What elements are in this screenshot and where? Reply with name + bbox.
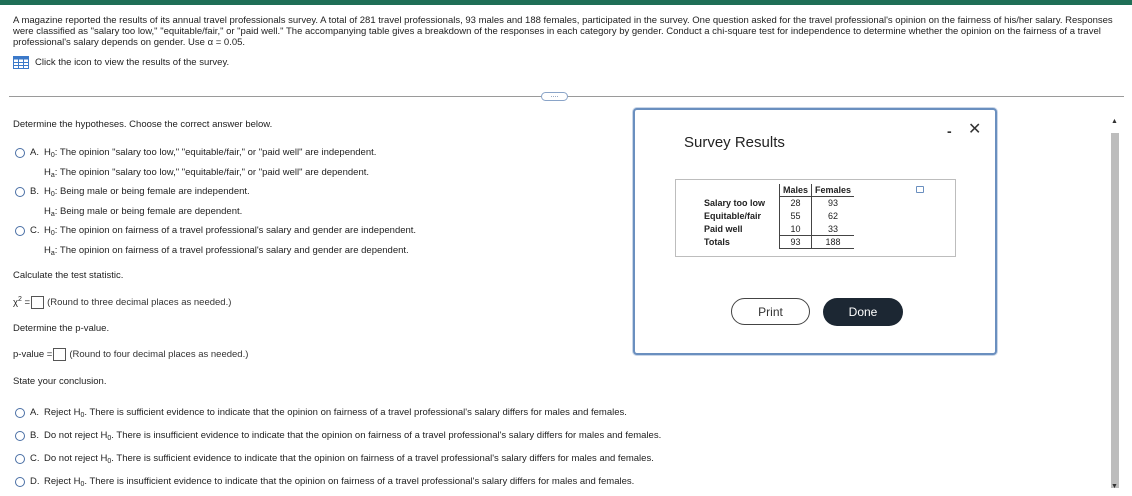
conclusion-option-c[interactable] bbox=[15, 453, 654, 465]
subscript: 0 bbox=[50, 230, 55, 237]
table-row bbox=[701, 210, 854, 223]
problem-statement: A magazine reported the results of its annual travel professionals survey. A total of 281 travel professionals, 93 males and 188 females, participated in the survey. One question asked for the travel professional's opinion on the fairness of his/her salary. Responses were classified as "salary too low," "equitable/fair," or "paid well." The accompanying table gives a breakdown of the responses in each category by gender. Conduct a chi-square test for independence to determine whether the opinion on the fairness of a travel professional's salary depends on gender. Use α = 0.05. bbox=[13, 15, 1113, 48]
row-label: Equitable/fair bbox=[704, 211, 762, 221]
h-symbol: H bbox=[44, 147, 51, 158]
subscript: 0 bbox=[107, 435, 112, 442]
rounding-hint: (Round to four decimal places as needed.) bbox=[69, 349, 249, 361]
chi-square-input[interactable] bbox=[31, 296, 44, 309]
radio-button[interactable] bbox=[15, 148, 25, 158]
pvalue-input[interactable] bbox=[53, 348, 66, 361]
null-hypothesis: : The opinion on fairness of a travel professional's salary and gender are independent. bbox=[54, 225, 417, 236]
chi-symbol: χ bbox=[13, 297, 18, 309]
table-row-totals bbox=[701, 236, 854, 249]
table-row bbox=[701, 223, 854, 236]
chevron-down-icon[interactable]: ▼ bbox=[1111, 483, 1118, 490]
decision-text: Do not reject H bbox=[44, 430, 108, 441]
h-symbol: H bbox=[44, 186, 51, 197]
subscript: 0 bbox=[80, 481, 85, 488]
decision-text: Do not reject H bbox=[44, 453, 108, 464]
alt-hypothesis: : The opinion on fairness of a travel professional's salary and gender are dependent. bbox=[54, 245, 409, 256]
option-letter: A. bbox=[30, 147, 39, 158]
conclusion-prompt: State your conclusion. bbox=[13, 376, 107, 387]
table-corner bbox=[701, 184, 780, 197]
option-letter: A. bbox=[30, 407, 39, 418]
radio-button[interactable] bbox=[15, 431, 25, 441]
row-label: Paid well bbox=[704, 224, 743, 234]
cell-females: 93 bbox=[812, 197, 855, 210]
decision-text: Reject H bbox=[44, 407, 81, 418]
hypotheses-prompt: Determine the hypotheses. Choose the correct answer below. bbox=[13, 119, 273, 130]
survey-table-frame bbox=[675, 179, 956, 257]
copy-icon[interactable] bbox=[916, 186, 924, 193]
statistic-prompt: Calculate the test statistic. bbox=[13, 270, 124, 281]
subscript: a bbox=[50, 172, 55, 179]
table-row bbox=[701, 197, 854, 210]
survey-results-dialog bbox=[633, 108, 997, 355]
dialog-title: Survey Results bbox=[684, 134, 785, 151]
vertical-scrollbar[interactable] bbox=[1110, 115, 1120, 496]
cell-males: 55 bbox=[780, 210, 812, 223]
survey-link-label[interactable]: Click the icon to view the results of the survey. bbox=[35, 57, 230, 68]
print-button[interactable]: Print bbox=[731, 298, 810, 325]
null-hypothesis: : The opinion "salary too low," "equitable/fair," or "paid well" are independent. bbox=[54, 147, 377, 158]
option-letter: B. bbox=[30, 430, 39, 441]
subscript: a bbox=[50, 250, 55, 257]
hypothesis-option-b[interactable] bbox=[15, 186, 250, 223]
h-symbol: H bbox=[44, 167, 51, 178]
conclusion-text: . There is insufficient evidence to indicate that the opinion on fairness of a travel professional's salary differs for males and females. bbox=[84, 476, 635, 487]
radio-button[interactable] bbox=[15, 187, 25, 197]
cell-females: 188 bbox=[812, 236, 855, 249]
superscript: 2 bbox=[18, 296, 22, 303]
option-letter: B. bbox=[30, 186, 39, 197]
alt-hypothesis: : The opinion "salary too low," "equitable/fair," or "paid well" are dependent. bbox=[54, 167, 370, 178]
table-grid-icon[interactable] bbox=[13, 56, 29, 69]
radio-button[interactable] bbox=[15, 454, 25, 464]
pvalue-prompt: Determine the p-value. bbox=[13, 323, 110, 334]
null-hypothesis: : Being male or being female are independent. bbox=[54, 186, 250, 197]
alt-hypothesis: : Being male or being female are dependent. bbox=[54, 206, 243, 217]
cell-males: 10 bbox=[780, 223, 812, 236]
conclusion-option-d[interactable] bbox=[15, 476, 634, 488]
survey-results-link[interactable] bbox=[13, 56, 229, 69]
radio-button[interactable] bbox=[15, 477, 25, 487]
radio-button[interactable] bbox=[15, 226, 25, 236]
cell-males: 93 bbox=[780, 236, 812, 249]
row-label: Salary too low bbox=[704, 198, 766, 208]
cell-females: 62 bbox=[812, 210, 855, 223]
done-button[interactable]: Done bbox=[823, 298, 903, 326]
subscript: 0 bbox=[80, 412, 85, 419]
option-letter: C. bbox=[30, 225, 40, 236]
radio-button[interactable] bbox=[15, 408, 25, 418]
minimize-icon[interactable]: - bbox=[947, 123, 952, 139]
scrollbar-thumb[interactable] bbox=[1111, 133, 1119, 488]
survey-table bbox=[701, 184, 854, 249]
h-symbol: H bbox=[44, 245, 51, 256]
h-symbol: H bbox=[44, 225, 51, 236]
conclusion-text: . There is sufficient evidence to indicate that the opinion on fairness of a travel professional's salary differs for males and females. bbox=[111, 453, 654, 464]
conclusion-option-a[interactable] bbox=[15, 407, 627, 419]
cell-males: 28 bbox=[780, 197, 812, 210]
option-letter: D. bbox=[30, 476, 40, 487]
subscript: 0 bbox=[50, 152, 55, 159]
equals-sign: = bbox=[21, 297, 31, 309]
hypothesis-option-c[interactable] bbox=[15, 225, 416, 262]
conclusion-text: . There is sufficient evidence to indicate that the opinion on fairness of a travel professional's salary differs for males and females. bbox=[84, 407, 627, 418]
row-label: Totals bbox=[704, 237, 730, 247]
expand-more-button[interactable]: .... bbox=[541, 92, 568, 101]
h-symbol: H bbox=[44, 206, 51, 217]
conclusion-text: . There is insufficient evidence to indicate that the opinion on fairness of a travel professional's salary differs for males and females. bbox=[111, 430, 662, 441]
pvalue-row bbox=[13, 348, 248, 361]
cell-females: 33 bbox=[812, 223, 855, 236]
rounding-hint: (Round to three decimal places as needed.) bbox=[47, 297, 232, 309]
conclusion-option-b[interactable] bbox=[15, 430, 661, 442]
chevron-up-icon[interactable]: ▲ bbox=[1111, 118, 1118, 125]
subscript: a bbox=[50, 211, 55, 218]
subscript: 0 bbox=[50, 191, 55, 198]
close-icon[interactable]: ✕ bbox=[968, 121, 982, 138]
pvalue-label: p-value = bbox=[13, 349, 53, 361]
subscript: 0 bbox=[107, 458, 112, 465]
hypothesis-option-a[interactable] bbox=[15, 147, 376, 184]
column-header-males: Males bbox=[780, 184, 812, 197]
column-header-females: Females bbox=[812, 184, 855, 197]
decision-text: Reject H bbox=[44, 476, 81, 487]
option-letter: C. bbox=[30, 453, 40, 464]
top-accent-bar bbox=[0, 0, 1132, 5]
statistic-row bbox=[13, 296, 231, 309]
